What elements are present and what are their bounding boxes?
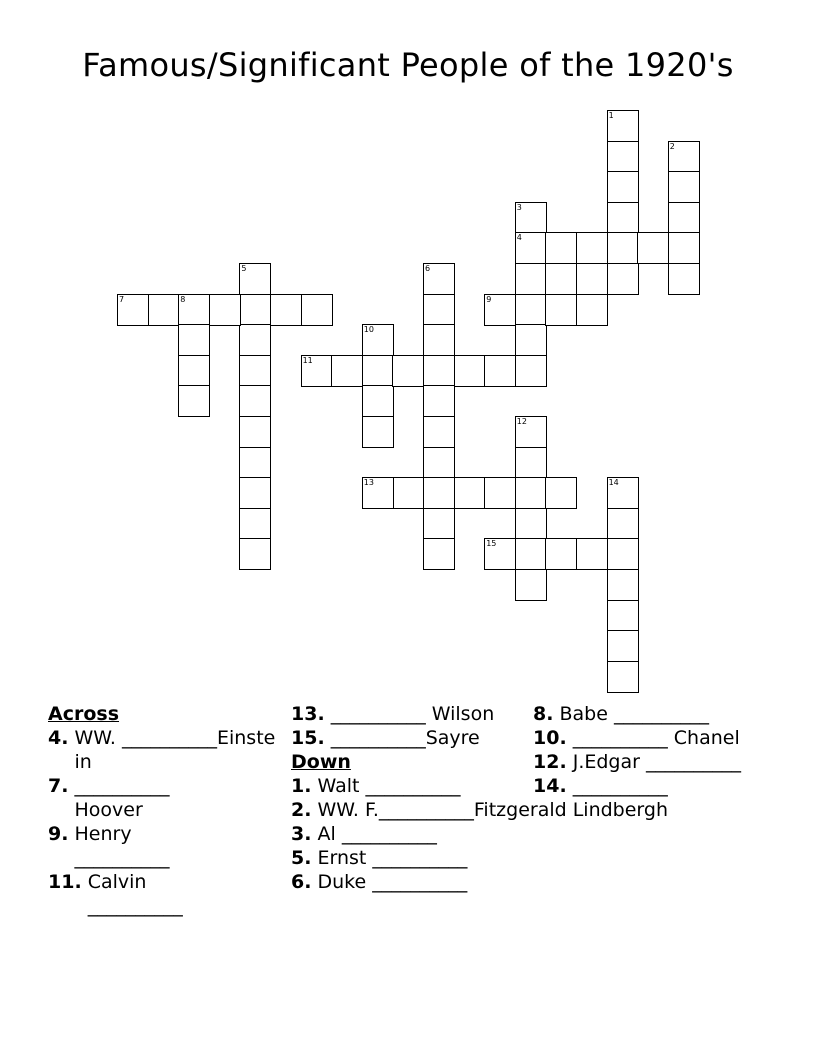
- grid-cell[interactable]: [331, 355, 363, 387]
- clue-number: 8.: [533, 703, 554, 725]
- grid-cell[interactable]: [607, 263, 639, 295]
- across-heading: Across: [48, 703, 120, 725]
- clue-number: 14.: [533, 775, 567, 797]
- grid-cell[interactable]: [454, 355, 486, 387]
- grid-cell[interactable]: [576, 232, 608, 264]
- cell-number: 8: [180, 294, 186, 304]
- grid-cell[interactable]: [209, 294, 241, 326]
- cell-number: 1: [608, 111, 614, 120]
- grid-cell[interactable]: [239, 294, 271, 326]
- grid-cell[interactable]: [423, 385, 455, 417]
- grid-cell[interactable]: [362, 324, 394, 356]
- clue-text: WW. F.__________Fitzgerald: [317, 799, 567, 821]
- clue-number: 9.: [48, 823, 69, 845]
- grid-cell[interactable]: [239, 538, 271, 570]
- grid-cell[interactable]: [239, 416, 271, 448]
- across-clue-13: [291, 702, 527, 726]
- cell-number: 10: [363, 325, 374, 335]
- clue-text: Duke __________: [317, 871, 468, 893]
- grid-cell[interactable]: [607, 232, 639, 264]
- grid-cell[interactable]: [515, 569, 547, 601]
- cell-number: 11: [302, 355, 313, 365]
- down-clue-6: [291, 870, 527, 894]
- grid-cell[interactable]: [239, 324, 271, 356]
- down-clue-14: [533, 774, 773, 822]
- cell-number: 5: [241, 264, 247, 273]
- clue-text: Calvin __________: [87, 871, 183, 917]
- grid-cell[interactable]: [362, 477, 394, 509]
- grid-cell[interactable]: [301, 294, 333, 326]
- clue-text: __________ Wilson: [330, 703, 495, 725]
- grid-cell[interactable]: [545, 263, 577, 295]
- grid-cell[interactable]: [178, 355, 210, 387]
- cell-number: 14: [608, 478, 619, 488]
- grid-cell[interactable]: [637, 232, 669, 264]
- grid-cell[interactable]: [239, 477, 271, 509]
- grid-cell[interactable]: [392, 477, 424, 509]
- down-clue-12: [533, 750, 773, 774]
- grid-cell[interactable]: [515, 447, 547, 479]
- down-clue-1: [291, 774, 527, 798]
- clue-text: __________ Lindbergh: [572, 775, 669, 821]
- grid-cell[interactable]: [607, 600, 639, 632]
- clue-text: J.Edgar __________: [572, 751, 741, 773]
- grid-cell[interactable]: [545, 294, 577, 326]
- clue-number: 7.: [48, 775, 69, 797]
- clue-text: Walt __________: [317, 775, 461, 797]
- grid-cell[interactable]: [607, 661, 639, 693]
- grid-cell[interactable]: [668, 202, 700, 234]
- grid-cell[interactable]: [117, 294, 149, 326]
- cell-number: 12: [516, 417, 527, 426]
- grid-cell[interactable]: [392, 355, 424, 387]
- grid-cell[interactable]: [239, 447, 271, 479]
- grid-cell[interactable]: [607, 630, 639, 662]
- grid-cell[interactable]: [239, 508, 271, 540]
- grid-cell[interactable]: [484, 477, 516, 509]
- down-clue-3: [291, 822, 527, 846]
- grid-cell[interactable]: [607, 538, 639, 570]
- grid-cell[interactable]: [484, 355, 516, 387]
- grid-cell[interactable]: [515, 294, 547, 326]
- grid-cell[interactable]: [576, 294, 608, 326]
- grid-cell[interactable]: [484, 538, 516, 570]
- clues-column-1: [48, 702, 278, 918]
- grid-cell[interactable]: [515, 508, 547, 540]
- clue-text: __________ Hoover: [74, 775, 170, 821]
- clue-text: __________ Chanel: [572, 727, 740, 749]
- clue-number: 15.: [291, 727, 325, 749]
- grid-cell[interactable]: [423, 538, 455, 570]
- down-heading: Down: [291, 751, 351, 773]
- grid-cell[interactable]: [423, 508, 455, 540]
- cell-number: 2: [669, 141, 675, 151]
- grid-cell[interactable]: [515, 263, 547, 295]
- grid-cell[interactable]: [668, 171, 700, 203]
- grid-cell[interactable]: [239, 263, 271, 295]
- clue-number: 6.: [291, 871, 312, 893]
- down-clue-10: [533, 726, 773, 750]
- grid-cell[interactable]: [668, 263, 700, 295]
- grid-cell[interactable]: [545, 477, 577, 509]
- clue-number: 3.: [291, 823, 312, 845]
- cell-number: 7: [119, 294, 125, 304]
- cell-number: 15: [486, 539, 497, 549]
- grid-cell[interactable]: [423, 447, 455, 479]
- grid-cell[interactable]: [607, 508, 639, 540]
- clue-number: 1.: [291, 775, 312, 797]
- grid-cell[interactable]: [515, 538, 547, 570]
- grid-cell[interactable]: [515, 324, 547, 356]
- down-clue-2: [291, 798, 567, 822]
- grid-cell[interactable]: [515, 355, 547, 387]
- grid-cell[interactable]: [362, 385, 394, 417]
- clue-text: WW. __________Einstein: [74, 727, 276, 773]
- grid-cell[interactable]: [239, 355, 271, 387]
- clue-number: 12.: [533, 751, 567, 773]
- grid-cell[interactable]: [545, 232, 577, 264]
- clue-text: Babe __________: [559, 703, 709, 725]
- grid-cell[interactable]: [515, 416, 547, 448]
- clue-text: __________Sayre: [330, 727, 480, 749]
- clue-number: 2.: [291, 799, 312, 821]
- grid-cell[interactable]: [423, 263, 455, 295]
- grid-cell[interactable]: [576, 538, 608, 570]
- grid-cell[interactable]: [270, 294, 302, 326]
- grid-cell[interactable]: [515, 477, 547, 509]
- grid-cell[interactable]: [423, 324, 455, 356]
- across-clue-9: [48, 822, 278, 870]
- grid-cell[interactable]: [515, 202, 547, 234]
- clue-number: 4.: [48, 727, 69, 749]
- grid-cell[interactable]: [239, 385, 271, 417]
- across-clue-15: [291, 726, 527, 750]
- grid-cell[interactable]: [576, 263, 608, 295]
- grid-cell[interactable]: [607, 171, 639, 203]
- across-clue-4: [48, 726, 278, 774]
- grid-cell[interactable]: [515, 232, 547, 264]
- cell-number: 13: [363, 478, 374, 488]
- grid-cell[interactable]: [178, 324, 210, 356]
- grid-cell[interactable]: [607, 110, 639, 142]
- grid-cell[interactable]: [545, 538, 577, 570]
- grid-cell[interactable]: [362, 355, 394, 387]
- down-clue-5: [291, 846, 527, 870]
- puzzle-title: Famous/Significant People of the 1920's: [82, 46, 734, 84]
- grid-cell[interactable]: [454, 477, 486, 509]
- across-clue-7: [48, 774, 278, 822]
- grid-cell[interactable]: [178, 385, 210, 417]
- grid-cell[interactable]: [607, 569, 639, 601]
- grid-cell[interactable]: [423, 477, 455, 509]
- grid-cell[interactable]: [178, 294, 210, 326]
- grid-cell[interactable]: [607, 202, 639, 234]
- clues-column-3: [533, 702, 773, 822]
- grid-cell[interactable]: [362, 416, 394, 448]
- grid-cell[interactable]: [668, 141, 700, 173]
- grid-cell[interactable]: [423, 416, 455, 448]
- grid-cell[interactable]: [423, 294, 455, 326]
- cell-number: 9: [486, 294, 492, 304]
- grid-cell[interactable]: [423, 355, 455, 387]
- cell-number: 4: [516, 233, 522, 243]
- down-clue-8: [533, 702, 773, 726]
- clue-text: Al __________: [317, 823, 437, 845]
- clue-number: 11.: [48, 871, 82, 893]
- grid-cell[interactable]: [148, 294, 180, 326]
- cell-number: 3: [516, 202, 522, 212]
- clue-text: Ernst __________: [317, 847, 468, 869]
- clue-number: 5.: [291, 847, 312, 869]
- grid-cell[interactable]: [301, 355, 333, 387]
- clue-number: 10.: [533, 727, 567, 749]
- across-clue-11: [48, 870, 278, 918]
- grid-cell[interactable]: [607, 477, 639, 509]
- clue-number: 13.: [291, 703, 325, 725]
- clue-text: Henry __________: [74, 823, 170, 869]
- grid-cell[interactable]: [668, 232, 700, 264]
- grid-cell[interactable]: [607, 141, 639, 173]
- grid-cell[interactable]: [484, 294, 516, 326]
- cell-number: 6: [425, 264, 431, 273]
